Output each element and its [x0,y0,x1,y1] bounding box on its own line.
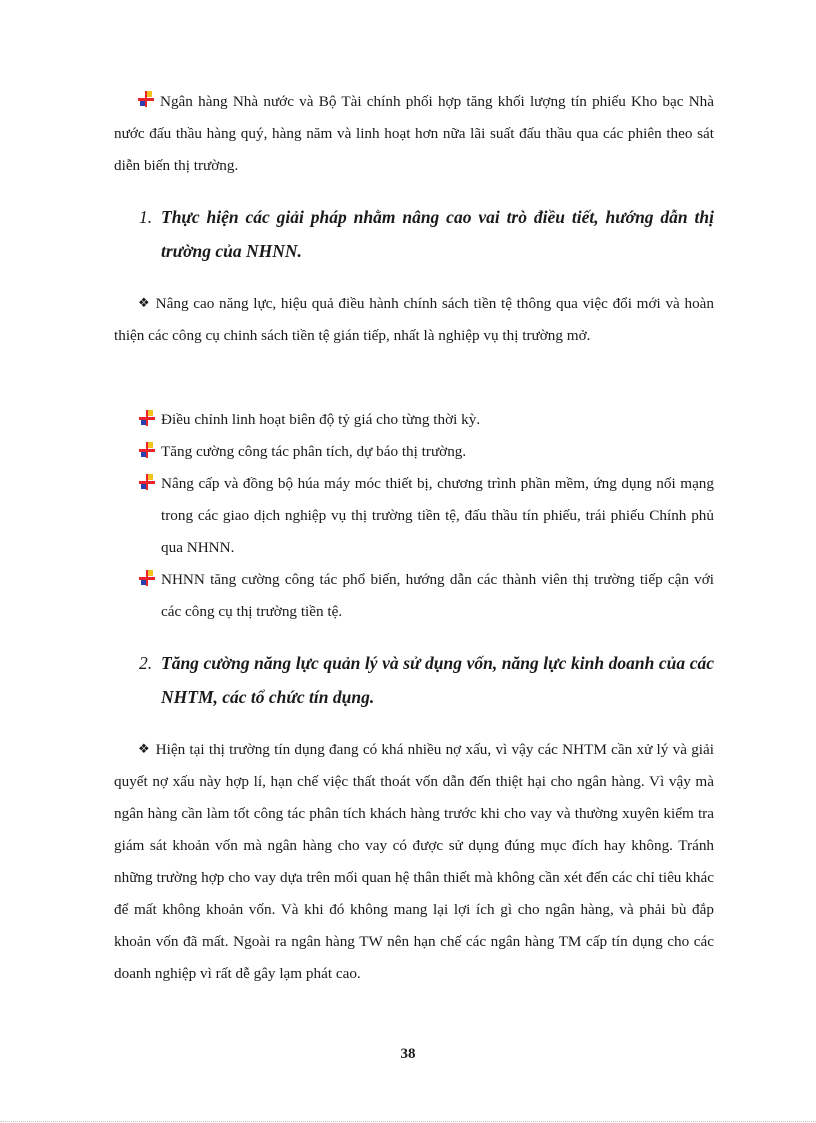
four-diamond-bullet-icon: ❖ [138,742,150,757]
section-heading-1 [139,200,714,268]
flag-bullet-icon [139,410,155,426]
four-diamond-bullet-icon: ❖ [138,296,150,311]
heading-number: 1. [139,207,153,227]
list-item [139,564,714,628]
page-number: 38 [400,1046,416,1062]
heading-text: Thực hiện các giải pháp nhằm nâng cao vai trò điều tiết, hướng dẫn thị trường của NHNN. [161,207,714,261]
paragraph-policy [114,288,714,352]
list-item-text: Tăng cường công tác phân tích, dự báo thị trường. [161,443,467,460]
list-item-text: NHNN tăng cường công tác phổ biến, hướng dẫn các thành viên thị trường tiếp cận với các công cụ thị trường tiền tệ. [161,571,714,620]
paragraph-credit [114,734,714,990]
paragraph-text: Hiện tại thị trường tín dụng đang có khá nhiều nợ xấu, vì vậy các NHTM cần xử lý và giải quyết nợ xấu này hợp lí, hạn chế việc thất thoát vốn dẫn đến thiệt hại cho ngân hàng. Vì vậy mà ngân hàng cần làm tốt công tác phân tích khách hàng trước khi cho vay và thường xuyên kiểm tra giám sát khoản vốn mà ngân hàng cho vay có được sử dụng đúng mục đích hay không. Tránh những trường hợp cho vay dựa trên mối quan hệ thân thiết mà không cần xét đến các chỉ tiêu khác để mất không khoản vốn. Và khi đó không mang lại lợi ích gì cho ngân hàng, và phải bù đắp khoản vốn đã mất. Ngoài ra ngân hàng TW nên hạn chế các ngân hàng TM cấp tín dụng cho các doanh nghiệp vì rất dễ gây lạm phát cao. [114,741,714,982]
flag-bullet-icon [139,442,155,458]
flag-bullet-icon [139,474,155,490]
list-item-text: Điều chỉnh linh hoạt biên độ tỷ giá cho từng thời kỳ. [161,411,481,428]
paragraph-text: Nâng cao năng lực, hiệu quả điều hành chính sách tiền tệ thông qua việc đổi mới và hoàn thiện các công cụ chinh sách tiền tệ gián tiếp, nhất là nghiệp vụ thị trường mở. [114,295,714,344]
paragraph-intro [114,86,714,182]
heading-number: 2. [139,653,153,673]
list-item [139,436,714,468]
flag-bullet-icon [139,570,155,586]
list-item-text: Nâng cấp và đồng bộ húa máy móc thiết bị, chương trình phần mềm, ứng dụng nối mạng trong các giao dịch nghiệp vụ thị trường tiền tệ, đấu thầu tín phiếu, trái phiếu Chính phủ qua NHNN. [161,475,714,556]
page-bottom-divider [0,1121,816,1122]
list-item [139,404,714,436]
paragraph-text: Ngân hàng Nhà nước và Bộ Tài chính phối hợp tăng khối lượng tín phiếu Kho bạc Nhà nước đấu thầu hàng quý, hàng năm và linh hoạt hơn nữa lãi suất đấu thầu qua các phiên theo sát diễn biến thị trường. [114,93,714,174]
section-heading-2 [139,646,714,714]
list-item [139,468,714,564]
heading-text: Tăng cường năng lực quản lý và sử dụng vốn, năng lực kinh doanh của các NHTM, các tổ chức tín dụng. [161,653,714,707]
flag-bullet-icon [138,91,154,107]
